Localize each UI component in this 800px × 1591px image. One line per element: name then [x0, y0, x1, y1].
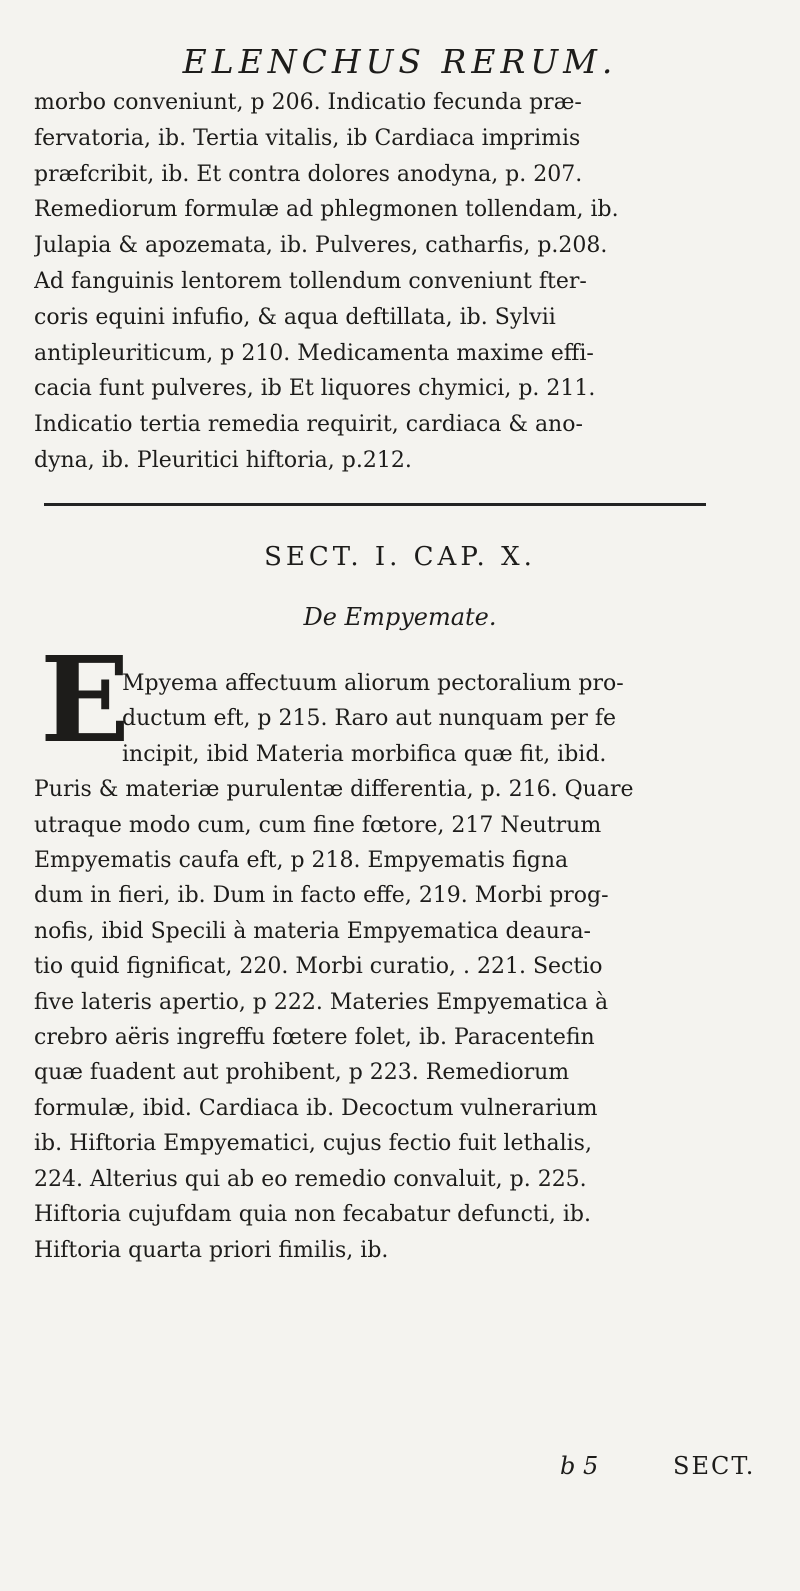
running-head: ELENCHUS RERUM. — [182, 42, 618, 81]
text-line: nofis, ibid Specili à materia Empyematica deaura- — [34, 918, 591, 944]
section-divider-rule — [44, 503, 706, 506]
text-line: antipleuriticum, p 210. Medicamenta maxime effi- — [34, 340, 594, 366]
previous-paragraph — [34, 85, 779, 479]
signature-mark: b 5 — [560, 1452, 599, 1480]
text-line: formulæ, ibid. Cardiaca ib. Decoctum vulnerarium — [34, 1095, 598, 1121]
text-line: ductum eft, p 215. Raro aut nunquam per fe — [122, 706, 617, 732]
text-line: morbo conveniunt, p 206. Indicatio fecunda præ- — [34, 90, 582, 115]
text-line: ib. Hiftoria Empyematici, cujus fectio fuit lethalis, — [34, 1131, 592, 1157]
text-line: Puris & materiæ purulentæ differentia, p. 216. Quare — [34, 777, 634, 803]
text-line: præfcribit, ib. Et contra dolores anodyna, p. 207. — [34, 161, 583, 187]
text-line: utraque modo cum, cum fine fœtore, 217 Neutrum — [34, 812, 602, 838]
text-line: fervatoria, ib. Tertia vitalis, ib Cardiaca imprimis — [34, 125, 581, 151]
text-line: coris equini infufio, & aqua deftillata, ib. Sylvii — [34, 304, 556, 330]
text-line: Julapia & apozemata, ib. Pulveres, catharfis, p.208. — [34, 233, 608, 259]
text-line: five lateris apertio, p 222. Materies Empyematica à — [34, 989, 609, 1015]
text-line: Indicatio tertia remedia requirit, cardiaca & ano- — [34, 412, 583, 438]
text-line: dum in fieri, ib. Dum in facto effe, 219. Morbi prog- — [34, 883, 609, 909]
text-line: incipit, ibid Materia morbifica quæ fit, ibid. — [122, 741, 607, 767]
text-line: 224. Alterius qui ab eo remedio convaluit, p. 225. — [34, 1166, 587, 1192]
drop-cap-initial: E — [40, 630, 130, 769]
section-title-text: De Empyemate. — [303, 603, 497, 631]
catchword: SECT. — [673, 1452, 756, 1480]
text-line: cacia funt pulveres, ib Et liquores chymici, p. 211. — [34, 376, 596, 402]
text-line: dyna, ib. Pleuritici hiftoria, p.212. — [34, 447, 412, 473]
section-body-paragraph — [34, 666, 779, 1268]
section-title — [0, 602, 800, 632]
text-line: Ad fanguinis lentorem tollendum conveniunt fter- — [34, 268, 587, 294]
text-line: quæ fuadent aut prohibent, p 223. Remediorum — [34, 1060, 570, 1086]
text-line: Remediorum formulæ ad phlegmonen tollendam, ib. — [34, 197, 619, 223]
section-heading: SECT. I. CAP. X. — [264, 542, 536, 572]
text-line: Hiftoria quarta priori fimilis, ib. — [34, 1237, 389, 1263]
text-line: Empyematis caufa eft, p 218. Empyematis figna — [34, 848, 569, 874]
text-line: Hiftoria cujufdam quia non fecabatur defuncti, ib. — [34, 1202, 591, 1228]
text-line: Mpyema affectuum aliorum pectoralium pro- — [122, 671, 624, 696]
text-line: crebro aëris ingreffu fœtere folet, ib. Paracentefin — [34, 1025, 595, 1051]
text-line: tio quid fignificat, 220. Morbi curatio, . 221. Sectio — [34, 954, 603, 980]
